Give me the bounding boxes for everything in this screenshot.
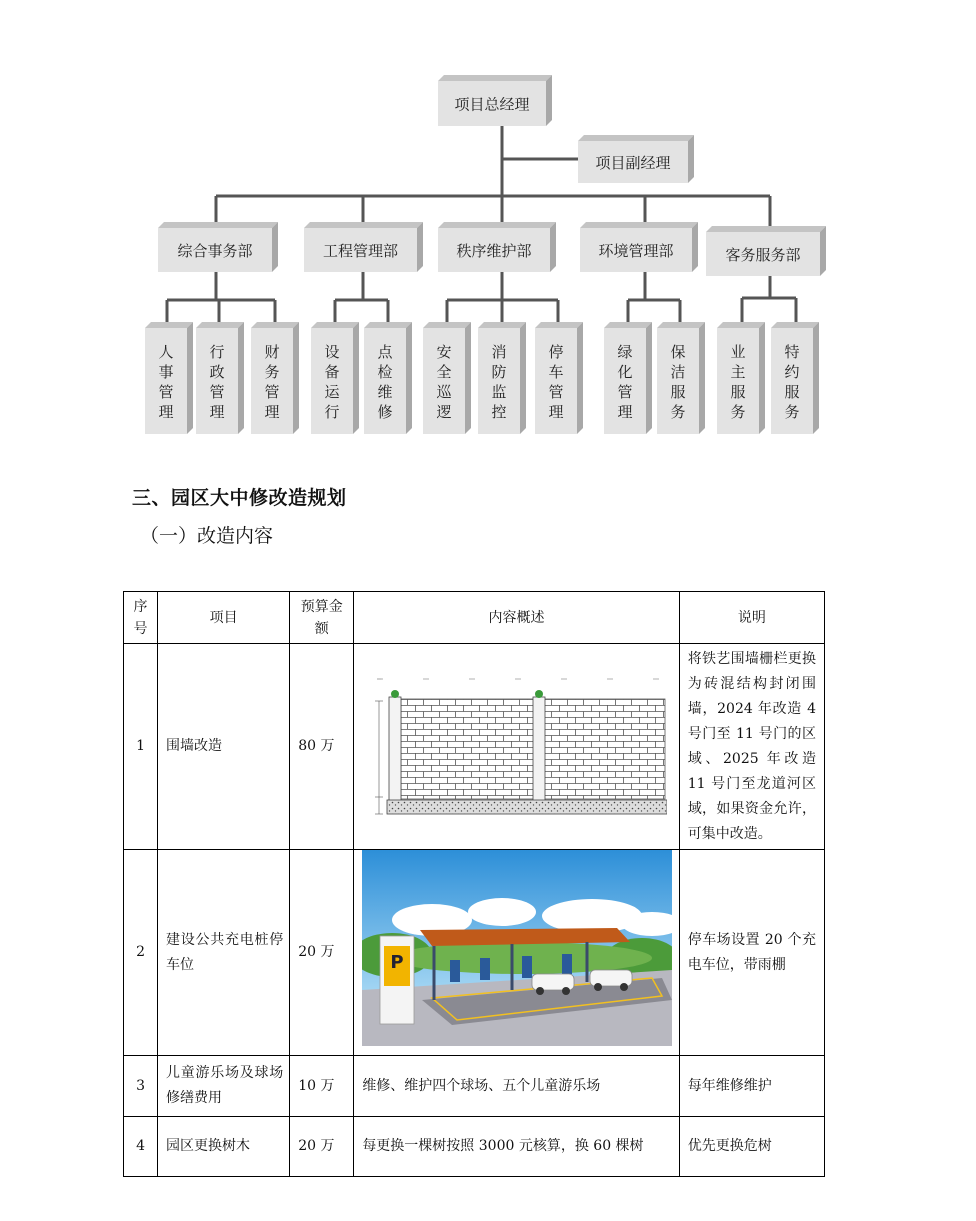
row-budget: 20 万 — [290, 1117, 354, 1177]
svg-text:绿: 绿 — [617, 343, 633, 361]
header-note: 说明 — [679, 592, 824, 644]
row-no: 1 — [124, 644, 158, 850]
row-item: 围墙改造 — [158, 644, 290, 850]
row-note: 停车场设置 20 个充电车位，带雨棚 — [679, 850, 824, 1056]
org-box-department — [158, 222, 278, 272]
svg-text:监: 监 — [491, 383, 507, 401]
section-heading: 三、园区大中修改造规划 — [132, 487, 347, 509]
svg-text:化: 化 — [617, 363, 633, 381]
svg-text:务: 务 — [670, 403, 686, 421]
org-box-unit — [717, 322, 765, 434]
svg-text:财: 财 — [264, 343, 280, 361]
header-item: 项目 — [158, 592, 290, 644]
table-header-row — [124, 592, 825, 644]
row-no: 2 — [124, 850, 158, 1056]
svg-text:安: 安 — [436, 343, 452, 361]
svg-text:管: 管 — [158, 383, 174, 401]
org-box-department — [580, 222, 698, 272]
row-budget: 10 万 — [290, 1056, 354, 1117]
table-row — [124, 1117, 825, 1177]
svg-text:全: 全 — [436, 363, 452, 381]
svg-text:理: 理 — [209, 403, 225, 421]
svg-text:业: 业 — [730, 343, 746, 361]
row-desc: 维修、维护四个球场、五个儿童游乐场 — [354, 1056, 679, 1117]
header-no: 序号 — [124, 592, 158, 644]
svg-text:特: 特 — [784, 343, 800, 361]
svg-text:务: 务 — [730, 403, 746, 421]
org-box-unit — [657, 322, 705, 434]
svg-text:行: 行 — [209, 343, 225, 361]
svg-text:逻: 逻 — [436, 403, 452, 421]
svg-text:控: 控 — [491, 403, 507, 421]
charging-station-image-cell — [354, 850, 679, 1056]
org-box-unit — [771, 322, 819, 434]
svg-text:管: 管 — [264, 383, 280, 401]
svg-text:停: 停 — [548, 343, 564, 361]
svg-text:秩序维护部: 秩序维护部 — [456, 242, 532, 260]
table-row — [124, 850, 825, 1056]
org-chart — [0, 0, 976, 450]
svg-text:防: 防 — [491, 363, 507, 381]
org-box-unit — [196, 322, 244, 434]
svg-text:项目副经理: 项目副经理 — [595, 154, 671, 172]
svg-text:管: 管 — [617, 383, 633, 401]
renovation-table — [123, 591, 825, 1177]
header-budget: 预算金额 — [290, 592, 354, 644]
svg-text:维: 维 — [377, 383, 393, 401]
org-box-unit — [364, 322, 412, 434]
row-item: 园区更换树木 — [158, 1117, 290, 1177]
svg-text:服: 服 — [784, 383, 800, 401]
svg-text:工程管理部: 工程管理部 — [322, 242, 399, 260]
org-box-unit — [145, 322, 193, 434]
org-box-unit — [423, 322, 471, 434]
org-box-unit — [478, 322, 526, 434]
svg-text:环境管理部: 环境管理部 — [598, 242, 674, 260]
org-box-department — [438, 222, 556, 272]
svg-text:巡: 巡 — [436, 383, 452, 401]
svg-text:修: 修 — [377, 403, 393, 421]
svg-text:务: 务 — [784, 403, 800, 421]
org-box-unit — [604, 322, 652, 434]
svg-text:运: 运 — [324, 383, 340, 401]
svg-text:约: 约 — [784, 363, 800, 381]
org-box-department — [304, 222, 423, 272]
row-item: 儿童游乐场及球场修缮费用 — [158, 1056, 290, 1117]
svg-text:消: 消 — [491, 343, 507, 361]
svg-text:事: 事 — [158, 363, 174, 381]
svg-text:点: 点 — [377, 343, 393, 361]
row-no: 3 — [124, 1056, 158, 1117]
svg-text:服: 服 — [730, 383, 746, 401]
svg-text:管: 管 — [548, 383, 564, 401]
brick-wall-drawing — [367, 657, 667, 827]
parking-sign-letter: P — [389, 952, 404, 973]
section-subheading: （一）改造内容 — [140, 525, 274, 547]
svg-text:管: 管 — [209, 383, 225, 401]
svg-text:理: 理 — [617, 403, 633, 421]
svg-text:人: 人 — [158, 343, 174, 361]
row-note: 将铁艺围墙栅栏更换为砖混结构封闭围墙，2024 年改造 4 号门至 11 号门的区域、2025 年改造 11 号门至龙道河区域，如果资金允许，可集中改造。 — [679, 644, 824, 850]
svg-text:综合事务部: 综合事务部 — [177, 242, 253, 260]
org-box-unit — [311, 322, 359, 434]
svg-text:设: 设 — [324, 343, 340, 361]
org-box-unit — [251, 322, 299, 434]
header-desc: 内容概述 — [354, 592, 679, 644]
svg-text:保: 保 — [670, 343, 686, 361]
row-note: 优先更换危树 — [679, 1117, 824, 1177]
svg-text:理: 理 — [548, 403, 564, 421]
table-row — [124, 644, 825, 850]
svg-text:洁: 洁 — [670, 363, 686, 381]
row-item: 建设公共充电桩停车位 — [158, 850, 290, 1056]
row-no: 4 — [124, 1117, 158, 1177]
svg-text:务: 务 — [264, 363, 280, 381]
table-row — [124, 1056, 825, 1117]
wall-drawing-cell — [354, 644, 679, 850]
svg-text:检: 检 — [377, 363, 393, 381]
charging-station-illustration — [362, 850, 672, 1046]
svg-text:备: 备 — [324, 363, 340, 381]
row-note: 每年维修维护 — [679, 1056, 824, 1117]
svg-text:项目总经理: 项目总经理 — [454, 95, 530, 114]
svg-text:客务服务部: 客务服务部 — [725, 246, 801, 264]
svg-text:理: 理 — [264, 403, 280, 421]
org-box-department — [706, 226, 826, 276]
svg-text:政: 政 — [209, 363, 225, 381]
svg-text:理: 理 — [158, 403, 174, 421]
row-budget: 20 万 — [290, 850, 354, 1056]
org-box-deputy-manager — [578, 135, 694, 183]
svg-text:行: 行 — [324, 403, 340, 421]
svg-text:服: 服 — [670, 383, 686, 401]
org-box-unit — [535, 322, 583, 434]
row-budget: 80 万 — [290, 644, 354, 850]
svg-text:车: 车 — [548, 363, 564, 381]
svg-text:主: 主 — [730, 363, 746, 381]
org-box-general-manager — [438, 75, 552, 126]
row-desc: 每更换一棵树按照 3000 元核算，换 60 棵树 — [354, 1117, 679, 1177]
